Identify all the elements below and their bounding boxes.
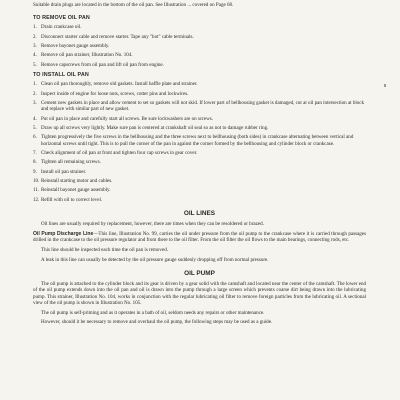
step-text: Remove oil pan strainer, Illustration No. 104. [41,52,133,59]
list-item [33,24,366,30]
oil-pump-heading: OIL PUMP [184,270,215,278]
step-text: Tighten progressively the five screws in the bellhousing and the three screws next to bellhousing (both sides) in crankcase alternating between vertical and horizontal screws until tight. This is to pull the corner of the pan in against the corner formed by the bellhousing and cylinder block or crankcase. [41,134,354,147]
margin-mark [384,84,386,87]
list-item [33,62,366,68]
step-number: 10. [33,178,40,185]
list-item [33,197,366,203]
step-number: 9. [33,168,37,175]
list-item [33,125,366,131]
step-text: Refill with oil to correct level. [41,196,103,203]
step-number: 1. [33,24,37,31]
step-number: 4. [33,52,37,59]
step-text: Draw up all screws very lightly. Make sure pan is centered at crankshaft oil seal so as not to damage rubber ring. [41,124,269,131]
list-item [33,91,366,97]
list-item [33,100,366,112]
step-number: 2. [33,33,37,40]
oil-pump-paragraph-2: The oil pump is self-priming and as it operates in a bath of oil, seldom needs any repairs or other maintenance. [41,309,265,316]
list-item [33,116,366,122]
step-number: 5. [33,61,37,68]
list-item [33,43,366,49]
step-text: Reinstall bayonet gauge assembly. [41,187,111,194]
step-number: 5. [33,124,37,131]
list-item [33,134,366,146]
oil-lines-intro: Oil lines are usually required by replacement, however, there are times when they can be resoldered or brazed. [41,221,264,228]
list-item [33,169,366,175]
list-item [33,178,366,184]
discharge-line-text: —This line, Illustration No. 99, carries the oil under pressure from the oil pump to the crankcase where it is carried through passages drilled in the crankcase to the oil pressure regulator and from there to the oil filter. From the oil filter the oil flows to the main bearings, connecting rods, etc. [33,231,366,244]
step-number: 3. [33,42,37,49]
install-oil-pan-steps [33,81,366,203]
list-item [33,187,366,193]
inspect-paragraph: This line should be inspected each time the oil pan is removed. [41,247,168,254]
step-number: 8. [33,159,37,166]
list-item [33,159,366,165]
list-item [33,81,366,87]
list-item [33,150,366,156]
remove-oil-pan-title: TO REMOVE OIL PAN [33,15,90,21]
discharge-line-lead: Oil Pump Discharge Line [33,231,94,238]
step-text: Check alignment of oil pan at front and tighten four cap screws in gear cover. [41,149,198,156]
list-item [33,52,366,58]
oil-pump-paragraph-3: However, should it be necessary to remove and overhaul the oil pump, the following steps may be used as a guide. [41,319,273,326]
oil-pump-paragraph-1: The oil pump is attached to the cylinder block and its gear is driven by a gear solid with the camshaft and located near the center of the camshaft. The lower end of the oil pump extends down into the oil pan and oil is drawn into the pump through a large screen which prevents coarse dirt being drawn into the lubricating pump. This strainer, Illustration No. 104, works in conjunction with the regular lubricating oil filter to remove foreign particles from the lubricating oil. A sectional view of the oil pump is shown in Illustration No. 105. [33,281,366,306]
step-text: Remove capscrews from oil pan and lift oil pan from engine. [41,61,164,68]
list-item [33,34,366,40]
oil-pump-discharge-paragraph [33,231,366,243]
install-oil-pan-title: TO INSTALL OIL PAN [33,71,89,78]
step-number: 11. [33,187,40,194]
step-text: Clean oil pan thoroughly, remove old gaskets. Install baffle plate and strainer. [41,81,198,88]
step-text: Install oil pan strainer. [41,168,87,175]
step-text: Remove bayonet gauge assembly. [41,42,110,49]
leak-paragraph: A leak in this line can usually be detected by the oil pressure gauge suddenly dropping off from normal pressure. [41,256,269,263]
step-text: Cement new gaskets in place and allow cement to set so gaskets will not skid. If lower part of bellhousing gasket is damaged, cut at oil pan intersection at block and replace with similar part of new gasket. [41,99,365,113]
oil-lines-heading: OIL LINES [183,210,216,218]
step-number: 6. [33,134,37,141]
step-number: 4. [33,115,37,122]
step-text: Put oil pan in place and carefully start all screws. Be sure lockwashers are on screws. [41,115,213,122]
step-number: 1. [33,81,37,88]
step-text: Drain crankcase oil. [41,24,82,31]
step-number: 2. [33,90,37,97]
step-text: Reinstall starting motor and cables. [41,178,113,185]
step-text: Disconnect starter cable and remove starter. Tape any "hot" cable terminals. [41,33,194,40]
step-text: Tighten all remaining screws. [41,159,101,166]
top-text: Suitable drain plugs are located in the bottom of the oil pan. See Illustration ... covered on Page 68. [33,2,234,8]
step-number: 3. [33,99,37,106]
step-text: Inspect inside of engine for loose nuts, screws, cotter pins and lockwires. [41,90,189,97]
step-number: 12. [33,196,40,203]
step-number: 7. [33,149,37,156]
remove-oil-pan-steps [33,24,366,68]
